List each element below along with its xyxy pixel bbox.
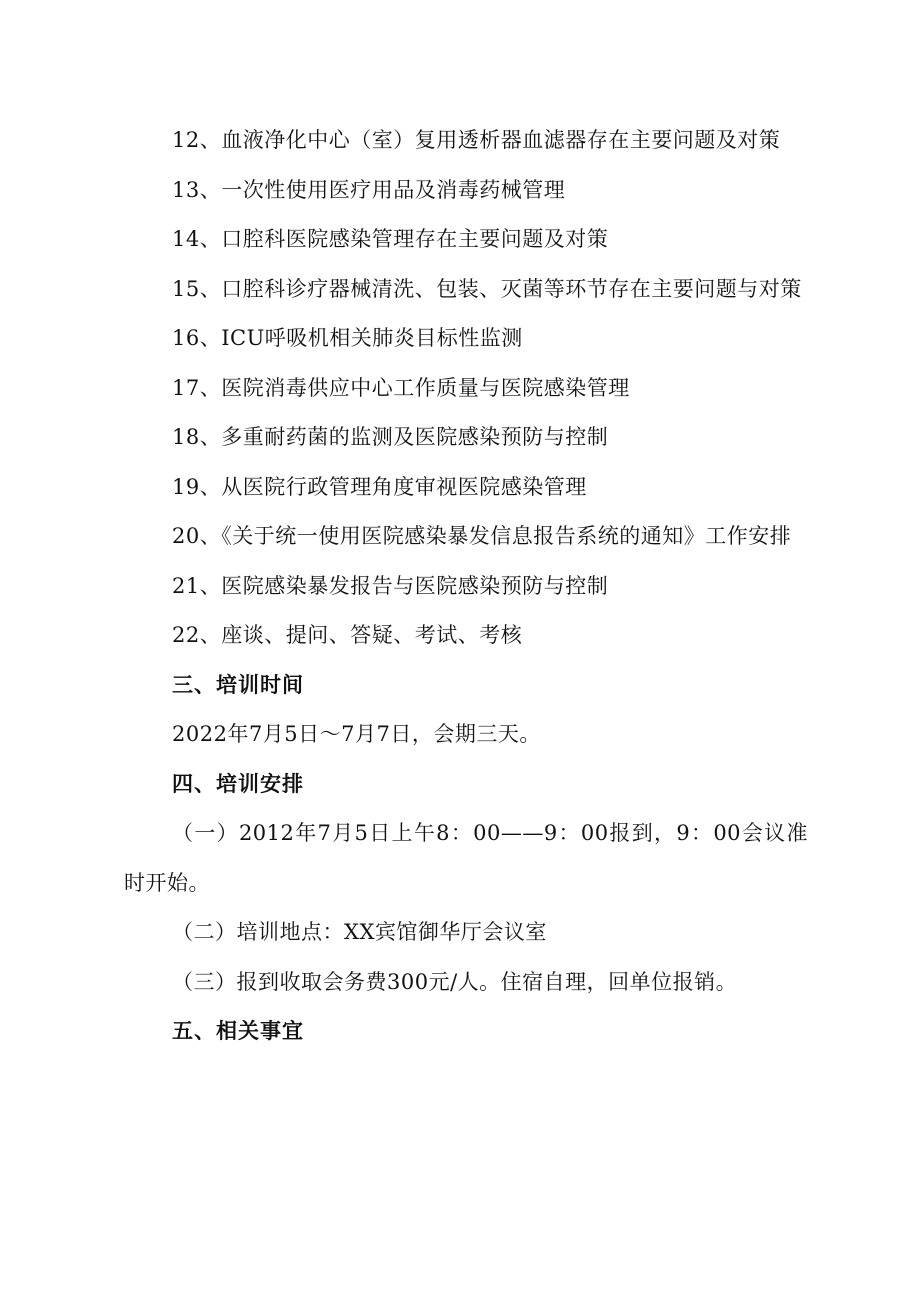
list-item: 14、口腔科医院感染管理存在主要问题及对策: [172, 227, 609, 251]
list-item: 13、一次性使用医疗用品及消毒药械管理: [172, 177, 566, 202]
list-item: 22、座谈、提问、答疑、考试、考核: [172, 623, 523, 647]
list-item: 15、口腔科诊疗器械清洗、包装、灭菌等环节存在主要问题与对策: [172, 276, 802, 301]
training-time-text: 2022年7月5日～7月7日，会期三天。: [172, 722, 541, 746]
arrangement-item: （三）报到收取会务费300元/人。住宿自理，回单位报销。: [172, 969, 738, 994]
section-heading-training-arrangement: 四、培训安排: [172, 771, 304, 796]
list-item: 17、医院消毒供应中心工作质量与医院感染管理: [172, 375, 630, 400]
section-heading-related-matters: 五、相关事宜: [172, 1019, 304, 1043]
document-body: [124, 116, 808, 1057]
list-item: 12、血液净化中心（室）复用透析器血滤器存在主要问题及对策: [172, 128, 781, 152]
arrangement-item: （一）2012年7月5日上午8：00——9：00报到，9：00会议准时开始。: [124, 821, 808, 895]
arrangement-item: （二）培训地点：XX宾馆御华厅会议室: [172, 920, 547, 944]
list-item: 16、ICU呼吸机相关肺炎目标性监测: [172, 326, 523, 350]
list-item: 18、多重耐药菌的监测及医院感染预防与控制: [172, 425, 609, 449]
list-item: 19、从医院行政管理角度审视医院感染管理: [172, 474, 587, 499]
section-heading-training-time: 三、培训时间: [172, 672, 304, 697]
list-item: 20、《关于统一使用医院感染暴发信息报告系统的通知》工作安排: [172, 524, 792, 548]
list-item: 21、医院感染暴发报告与医院感染预防与控制: [172, 573, 609, 598]
